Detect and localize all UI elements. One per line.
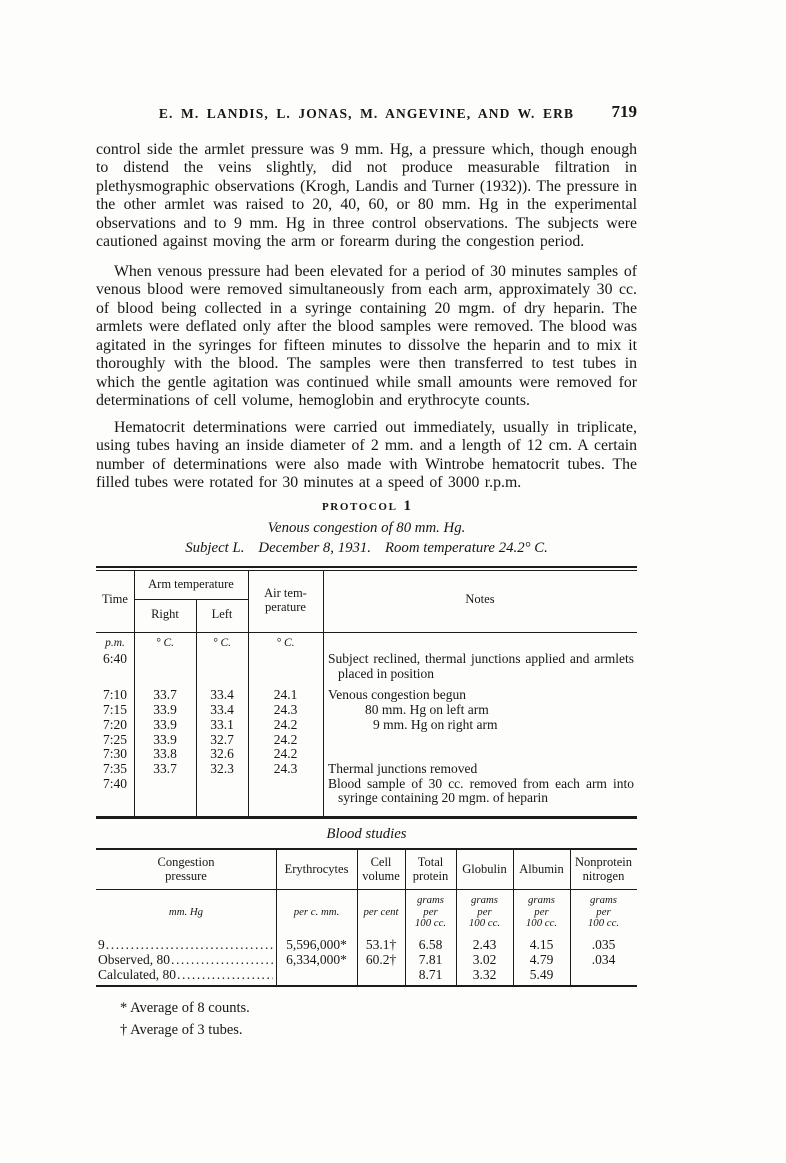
dot-leader	[171, 953, 273, 968]
unit-line: grams	[471, 894, 498, 907]
cell-cell-volume	[357, 968, 405, 983]
cell-note: 9 mm. Hg on right arm	[373, 716, 498, 732]
unit-line: per	[423, 905, 438, 918]
unit-line: per	[477, 905, 492, 918]
rule-horizontal	[96, 566, 637, 568]
unit-line: per	[596, 905, 611, 918]
table-row	[96, 762, 637, 777]
unit-line: grams	[417, 894, 444, 907]
temperature-table-body	[96, 652, 637, 806]
column-header-air-temperature	[248, 587, 323, 614]
dot-leader	[106, 938, 273, 953]
cell-cell-volume: 53.1†	[365, 937, 397, 952]
column-header-left: Left	[211, 607, 233, 621]
cell-air-temp: 24.3	[273, 702, 298, 718]
cell-note: Blood sample of 30 cc. removed from each arm into syringe containing 20 mgm. of heparin	[328, 775, 634, 806]
header-line: protein	[412, 868, 449, 883]
page-number: 719	[611, 102, 637, 121]
unit-line: grams	[528, 894, 555, 907]
header-line: Globulin	[462, 861, 507, 876]
unit-left: ° C.	[212, 637, 232, 649]
protocol-heading	[96, 497, 637, 515]
unit-air: ° C.	[276, 637, 295, 649]
unit-erythrocytes	[276, 891, 357, 934]
header-line: volume	[362, 868, 400, 883]
cell-left-temp	[196, 652, 248, 681]
column-header-right: Right	[151, 607, 179, 621]
cell-right-temp: 33.9	[153, 731, 177, 747]
header-line: Albumin	[519, 861, 564, 876]
cell-left-temp: 32.3	[210, 760, 234, 776]
cell-right-temp: 33.8	[153, 746, 177, 762]
protocol-title: Venous congestion of 80 mm. Hg.	[267, 520, 466, 536]
cell-total-protein: 7.81	[418, 951, 443, 967]
unit-line: per cent	[363, 905, 399, 918]
cell-cell-volume: 60.2†	[365, 951, 397, 967]
unit-total-protein	[405, 891, 456, 934]
rule-horizontal	[96, 816, 637, 819]
table-row	[96, 652, 637, 681]
protocol-number: 1	[403, 498, 412, 514]
table-row	[96, 938, 637, 953]
column-header-arm-temperature: Arm temperature	[148, 577, 234, 591]
unit-line: 100 cc.	[525, 917, 558, 930]
cell-total-protein: 6.58	[418, 937, 443, 952]
cell-time: 7:40	[102, 775, 127, 791]
unit-line: 100 cc.	[414, 917, 447, 930]
cell-time: 6:40	[102, 651, 127, 666]
cell-right-temp: 33.7	[153, 687, 177, 703]
cell-note: Subject reclined, thermal junctions applied and armlets placed in position	[328, 651, 634, 681]
table-row	[96, 733, 637, 748]
cell-left-temp: 33.4	[210, 687, 234, 703]
cell-air-temp: 24.3	[273, 760, 298, 776]
unit-line: mm. Hg	[168, 905, 204, 918]
unit-time: p.m.	[105, 637, 125, 649]
dot-leader	[177, 968, 273, 983]
paragraph-continuation: control side the armlet pressure was 9 mm. Hg, a pressure which, though enough to distend the veins slightly, did not produce measurable filtration in plethysmographic observations (Krogh, Landis and Turner (1932)). The pressure in the other armlet was raised to 20, 40, 60, or 80 mm. Hg in the experimental observations and to 9 mm. Hg in three control observations. The subjects were cautioned against moving the arm or forearm during the congestion period.	[96, 141, 637, 251]
unit-line: 100 cc.	[468, 917, 501, 930]
cell-globulin: 3.32	[472, 966, 497, 982]
authors-heading: E. M. LANDIS, L. JONAS, M. ANGEVINE, AND W. ERB	[158, 106, 575, 121]
cell-right-temp: 33.7	[153, 760, 177, 776]
column-header-notes: Notes	[465, 592, 495, 606]
footnote-dagger: † Average of 3 tubes.	[120, 1022, 243, 1038]
running-head	[96, 102, 637, 122]
cell-total-protein: 8.71	[418, 966, 443, 982]
protocol-label: PROTOCOL	[321, 501, 398, 513]
cell-air-temp	[248, 777, 323, 806]
cell-air-temp: 24.1	[273, 687, 298, 703]
temperature-table	[96, 566, 637, 820]
cell-right-temp: 33.9	[153, 702, 177, 718]
cell-time: 7:25	[102, 731, 127, 747]
protocol-subject: Subject L.	[185, 540, 245, 556]
cell-globulin: 3.02	[472, 951, 497, 967]
header-line: nitrogen	[582, 868, 625, 883]
unit-line: grams	[590, 894, 617, 907]
cell-left-temp: 32.7	[210, 731, 234, 747]
unit-congestion-pressure	[96, 891, 276, 934]
header-line: Total	[417, 855, 444, 869]
cell-left-temp: 33.4	[210, 702, 234, 718]
column-header-cell-volume	[357, 850, 405, 889]
cell-right-temp	[134, 777, 196, 806]
paragraph-hematocrit: Hematocrit determinations were carried out immediately, usually in triplicate, using tubes having an inside diameter of 2 mm. and a length of 12 cm. A certain number of determinations were also made with Wintrobe hematocrit tubes. The filled tubes were rotated for 30 minutes at a speed of 3000 r.p.m.	[96, 419, 637, 492]
cell-right-temp: 33.9	[153, 716, 177, 732]
cell-time: 7:35	[102, 760, 127, 776]
header-line: pressure	[165, 868, 207, 883]
cell-air-temp: 24.2	[273, 746, 298, 762]
cell-air-temp: 24.2	[273, 716, 298, 732]
column-header-erythrocytes	[276, 850, 357, 889]
rule-horizontal	[96, 570, 637, 571]
protocol-room-temp: Room temperature 24.2° C.	[385, 540, 548, 556]
blood-studies-title: Blood studies	[326, 826, 407, 842]
protocol-date: December 8, 1931.	[258, 540, 371, 556]
unit-right: ° C.	[155, 637, 175, 649]
cell-albumin: 4.79	[529, 951, 554, 967]
footnote-asterisk: * Average of 8 counts.	[120, 1000, 250, 1016]
table-row	[96, 688, 637, 703]
column-header-congestion-pressure	[96, 850, 276, 889]
header-line: Erythrocytes	[284, 861, 349, 876]
unit-line: per c. mm.	[293, 905, 340, 918]
unit-cell-volume	[357, 891, 405, 934]
unit-albumin	[513, 891, 570, 934]
paragraph-blood-samples: When venous pressure had been elevated for a period of 30 minutes samples of venous blood were removed simultaneously from each arm, approximately 30 cc. of blood being collected in a syringe containing 20 mgm. of dry heparin. The armlets were deflated only after the blood samples were removed. The blood was agitated in the syringes for fifteen minutes to dissolve the heparin and to mix it thoroughly with the blood. The samples were then transferred to test tubes in which the gentle agitation was continued while small amounts were removed for determinations of cell volume, hemoglobin and erythrocyte counts.	[96, 263, 637, 410]
table-row	[96, 953, 637, 968]
cell-note: Venous congestion begun	[328, 687, 466, 703]
unit-nonprotein-nitrogen	[570, 891, 637, 934]
air-temperature-line2: perature	[265, 599, 306, 614]
cell-time: 7:20	[102, 716, 127, 732]
row-label: Calculated, 80	[98, 966, 176, 982]
table-row	[96, 747, 637, 762]
cell-erythrocytes: 6,334,000*	[286, 951, 347, 967]
rule-horizontal	[96, 632, 637, 633]
cell-time: 7:30	[102, 746, 127, 762]
blood-studies-table	[96, 848, 637, 988]
cell-albumin: 5.49	[529, 966, 554, 982]
cell-albumin: 4.15	[529, 937, 554, 952]
unit-line: 100 cc.	[587, 917, 620, 930]
cell-left-temp: 33.1	[210, 716, 234, 732]
cell-note	[323, 747, 637, 762]
column-header-total-protein	[405, 850, 456, 889]
row-label: Observed, 80	[98, 951, 170, 967]
cell-congestion-pressure	[96, 938, 276, 953]
cell-erythrocytes: 5,596,000*	[286, 937, 347, 952]
cell-time: 7:10	[102, 687, 127, 703]
header-line: Cell	[370, 855, 392, 869]
cell-nonprotein-nitrogen	[570, 968, 637, 983]
cell-right-temp	[134, 652, 196, 681]
cell-left-temp	[196, 777, 248, 806]
cell-note: Thermal junctions removed	[328, 760, 478, 776]
cell-air-temp	[248, 652, 323, 681]
column-header-nonprotein-nitrogen	[570, 850, 637, 889]
table-row	[96, 968, 637, 983]
cell-congestion-pressure	[96, 953, 276, 968]
rule-horizontal	[134, 599, 248, 600]
cell-note: 80 mm. Hg on left arm	[365, 702, 489, 718]
protocol-subtitle	[96, 540, 637, 557]
cell-congestion-pressure	[96, 968, 276, 983]
table-row	[96, 703, 637, 718]
cell-erythrocytes	[276, 968, 357, 983]
unit-line: per	[534, 905, 549, 918]
cell-nonprotein-nitrogen: .034	[591, 951, 616, 967]
cell-time: 7:15	[102, 702, 127, 718]
cell-left-temp: 32.6	[210, 746, 234, 762]
table-row	[96, 718, 637, 733]
column-header-time: Time	[102, 592, 128, 606]
air-temperature-line1: Air tem-	[264, 586, 307, 600]
rule-horizontal	[96, 985, 637, 987]
column-header-globulin	[456, 850, 513, 889]
header-line: Nonprotein	[575, 855, 632, 869]
unit-globulin	[456, 891, 513, 934]
column-header-albumin	[513, 850, 570, 889]
cell-globulin: 2.43	[472, 937, 497, 952]
cell-nonprotein-nitrogen: .035	[591, 937, 616, 952]
cell-air-temp: 24.2	[273, 731, 298, 747]
cell-note	[323, 733, 637, 748]
header-line: Congestion	[157, 855, 215, 869]
blood-table-body	[96, 938, 637, 982]
row-label: 9	[98, 937, 105, 952]
table-row	[96, 777, 637, 806]
